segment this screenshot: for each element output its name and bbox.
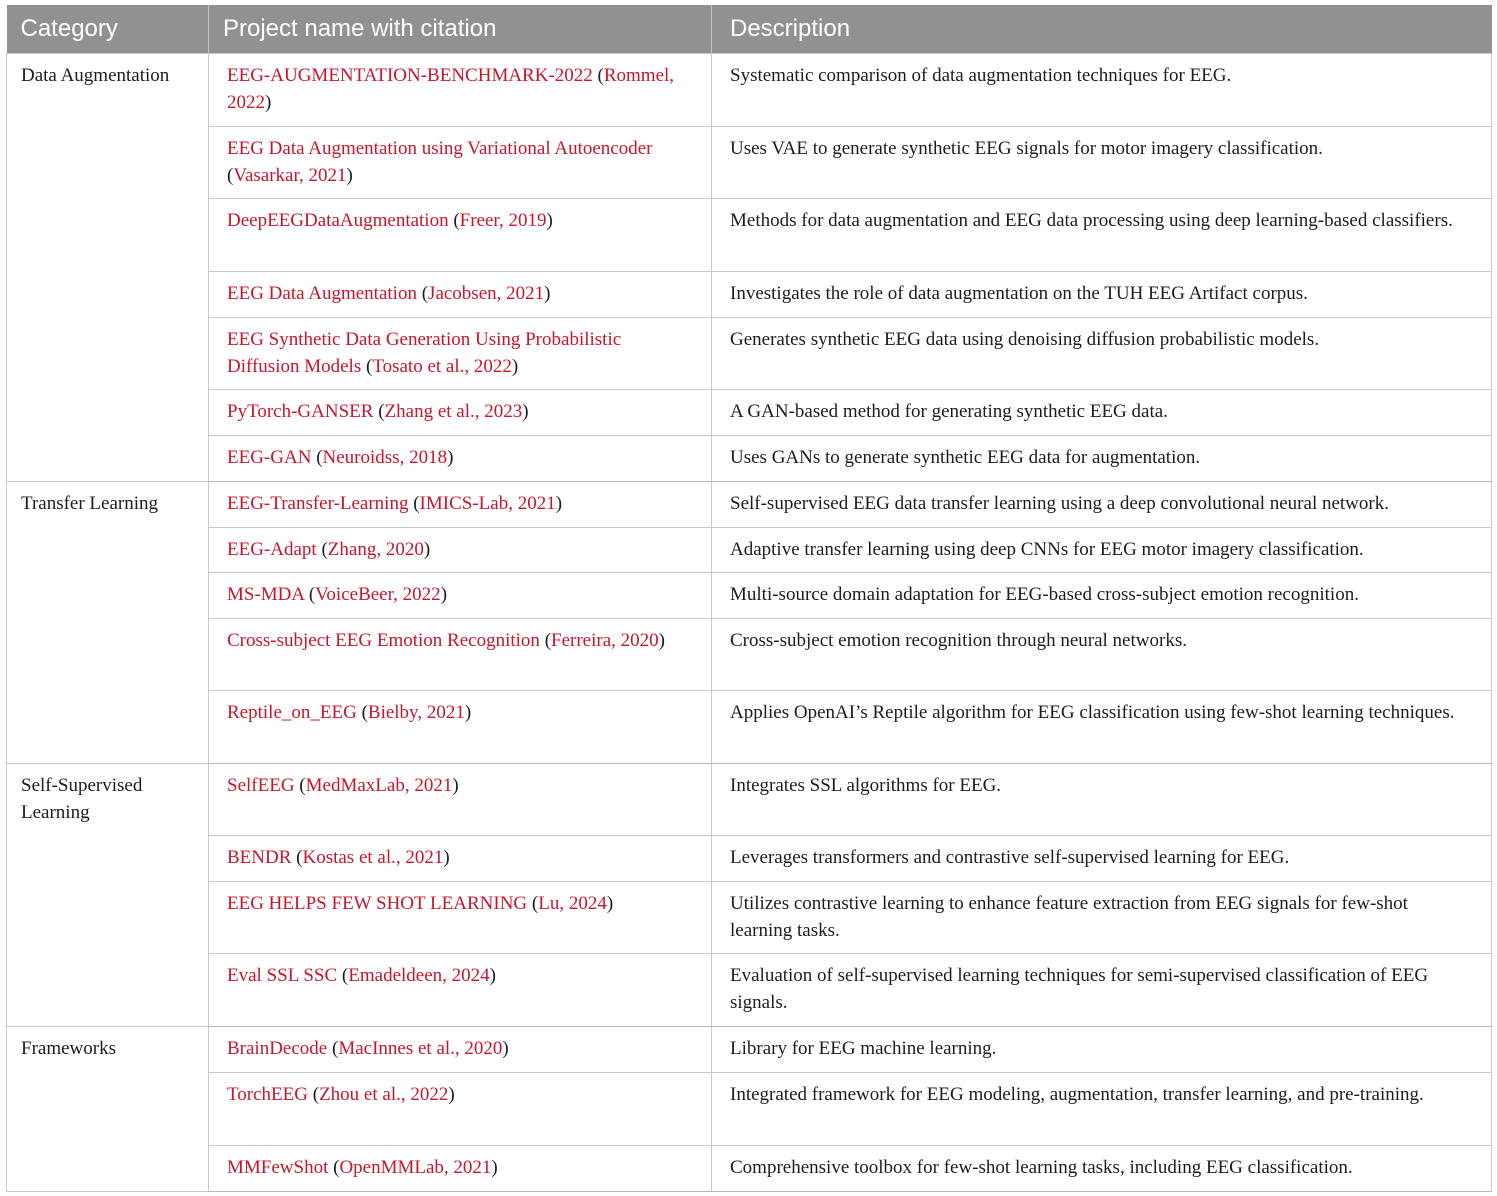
project-cell: Cross-subject EEG Emotion Recognition (Ferreira, 2020) <box>209 619 712 691</box>
citation-link[interactable]: Lu, 2024 <box>538 893 607 914</box>
citation-link[interactable]: OpenMMLab, 2021 <box>339 1157 492 1178</box>
project-link[interactable]: EEG-AUGMENTATION-BENCHMARK-2022 <box>227 65 593 86</box>
description-cell: Uses VAE to generate synthetic EEG signals for motor imagery classification. <box>712 127 1492 199</box>
description-cell: Uses GANs to generate synthetic EEG data for augmentation. <box>712 436 1492 482</box>
table-row <box>7 691 1492 764</box>
table-body <box>7 54 1492 1192</box>
description-cell: Utilizes contrastive learning to enhance feature extraction from EEG signals for few-shot learning tasks. <box>712 882 1492 954</box>
project-link[interactable]: EEG-GAN <box>227 447 312 468</box>
citation-link[interactable]: Jacobsen, 2021 <box>428 283 545 304</box>
project-link[interactable]: Eval SSL SSC <box>227 965 338 986</box>
project-cell: MMFewShot (OpenMMLab, 2021) <box>209 1146 712 1192</box>
citation-link[interactable]: Ferreira, 2020 <box>551 630 659 651</box>
project-link[interactable]: EEG-Adapt <box>227 539 317 560</box>
project-cell: EEG-GAN (Neuroidss, 2018) <box>209 436 712 482</box>
project-cell: EEG Synthetic Data Generation Using Probabilistic Diffusion Models (Tosato et al., 2022) <box>209 318 712 390</box>
project-cell: EEG-Transfer-Learning (IMICS-Lab, 2021) <box>209 482 712 528</box>
project-cell: EEG Data Augmentation using Variational Autoencoder (Vasarkar, 2021) <box>209 127 712 199</box>
description-cell: Methods for data augmentation and EEG data processing using deep learning-based classifiers. <box>712 199 1492 272</box>
table-row <box>7 764 1492 836</box>
citation-link[interactable]: IMICS-Lab, 2021 <box>419 493 556 514</box>
citation-link[interactable]: Vasarkar, 2021 <box>233 165 347 186</box>
project-cell: MS-MDA (VoiceBeer, 2022) <box>209 573 712 619</box>
project-cell: EEG HELPS FEW SHOT LEARNING (Lu, 2024) <box>209 882 712 954</box>
description-cell: Library for EEG machine learning. <box>712 1027 1492 1073</box>
project-cell: EEG Data Augmentation (Jacobsen, 2021) <box>209 272 712 318</box>
project-cell: DeepEEGDataAugmentation (Freer, 2019) <box>209 199 712 272</box>
project-cell: EEG-Adapt (Zhang, 2020) <box>209 528 712 573</box>
project-link[interactable]: EEG-Transfer-Learning <box>227 493 409 514</box>
table-row <box>7 390 1492 436</box>
citation-link[interactable]: Rommel, 2022 <box>227 65 675 113</box>
citation-link[interactable]: Emadeldeen, 2024 <box>348 965 490 986</box>
project-link[interactable]: EEG Data Augmentation <box>227 283 417 304</box>
category-cell: Data Augmentation <box>7 54 209 482</box>
project-link[interactable]: Cross-subject EEG Emotion Recognition <box>227 630 540 651</box>
description-cell: Investigates the role of data augmentation on the TUH EEG Artifact corpus. <box>712 272 1492 318</box>
project-cell: Eval SSL SSC (Emadeldeen, 2024) <box>209 954 712 1027</box>
project-cell: Reptile_on_EEG (Bielby, 2021) <box>209 691 712 764</box>
table-row <box>7 318 1492 390</box>
project-cell: SelfEEG (MedMaxLab, 2021) <box>209 764 712 836</box>
table-row <box>7 127 1492 199</box>
project-link[interactable]: EEG Data Augmentation using Variational Autoencoder <box>227 138 653 159</box>
project-link[interactable]: MMFewShot <box>227 1157 329 1178</box>
table-row <box>7 954 1492 1027</box>
citation-link[interactable]: Kostas et al., 2021 <box>302 847 444 868</box>
citation-link[interactable]: Tosato et al., 2022 <box>372 356 512 377</box>
project-link[interactable]: EEG HELPS FEW SHOT LEARNING <box>227 893 528 914</box>
project-cell: EEG-AUGMENTATION-BENCHMARK-2022 (Rommel, 2022) <box>209 54 712 127</box>
description-cell: Adaptive transfer learning using deep CNNs for EEG motor imagery classification. <box>712 528 1492 573</box>
citation-link[interactable]: Zhou et al., 2022 <box>319 1084 449 1105</box>
table-row <box>7 836 1492 882</box>
table-container <box>6 5 1491 1192</box>
table-row <box>7 573 1492 619</box>
project-link[interactable]: BENDR <box>227 847 292 868</box>
description-cell: Self-supervised EEG data transfer learning using a deep convolutional neural network. <box>712 482 1492 528</box>
project-link[interactable]: BrainDecode <box>227 1038 328 1059</box>
project-cell: BENDR (Kostas et al., 2021) <box>209 836 712 882</box>
citation-link[interactable]: Neuroidss, 2018 <box>322 447 448 468</box>
citation-link[interactable]: Zhang et al., 2023 <box>384 401 523 422</box>
citation-link[interactable]: Zhang, 2020 <box>327 539 424 560</box>
description-cell: Applies OpenAI’s Reptile algorithm for EEG classification using few-shot learning techniques. <box>712 691 1492 764</box>
table-row <box>7 1073 1492 1146</box>
citation-link[interactable]: Freer, 2019 <box>459 210 547 231</box>
description-cell: Systematic comparison of data augmentation techniques for EEG. <box>712 54 1492 127</box>
description-cell: Comprehensive toolbox for few-shot learning tasks, including EEG classification. <box>712 1146 1492 1192</box>
project-link[interactable]: TorchEEG <box>227 1084 308 1105</box>
citation-link[interactable]: MedMaxLab, 2021 <box>305 775 453 796</box>
table-row <box>7 619 1492 691</box>
project-link[interactable]: DeepEEGDataAugmentation <box>227 210 449 231</box>
header-description: Description <box>712 5 1492 54</box>
description-cell: A GAN-based method for generating synthetic EEG data. <box>712 390 1492 436</box>
header-project: Project name with citation <box>209 5 712 54</box>
category-cell: Self-Supervised Learning <box>7 764 209 1027</box>
description-cell: Integrates SSL algorithms for EEG. <box>712 764 1492 836</box>
table-row <box>7 882 1492 954</box>
project-cell: PyTorch-GANSER (Zhang et al., 2023) <box>209 390 712 436</box>
citation-link[interactable]: Bielby, 2021 <box>367 702 465 723</box>
header-row <box>7 5 1492 54</box>
table-row <box>7 199 1492 272</box>
category-cell: Transfer Learning <box>7 482 209 764</box>
project-link[interactable]: MS-MDA <box>227 584 305 605</box>
description-cell: Integrated framework for EEG modeling, augmentation, transfer learning, and pre-training. <box>712 1073 1492 1146</box>
project-link[interactable]: SelfEEG <box>227 775 295 796</box>
description-cell: Evaluation of self-supervised learning techniques for semi-supervised classification of EEG signals. <box>712 954 1492 1027</box>
citation-link[interactable]: VoiceBeer, 2022 <box>315 584 441 605</box>
header-category: Category <box>7 5 209 54</box>
description-cell: Multi-source domain adaptation for EEG-based cross-subject emotion recognition. <box>712 573 1492 619</box>
table-row <box>7 1146 1492 1192</box>
table-row <box>7 54 1492 127</box>
project-link[interactable]: Reptile_on_EEG <box>227 702 357 723</box>
description-cell: Cross-subject emotion recognition through neural networks. <box>712 619 1492 691</box>
description-cell: Generates synthetic EEG data using denoising diffusion probabilistic models. <box>712 318 1492 390</box>
projects-table <box>6 5 1492 1192</box>
table-row <box>7 482 1492 528</box>
project-cell: BrainDecode (MacInnes et al., 2020) <box>209 1027 712 1073</box>
project-cell: TorchEEG (Zhou et al., 2022) <box>209 1073 712 1146</box>
category-cell: Frameworks <box>7 1027 209 1192</box>
table-row <box>7 528 1492 573</box>
description-cell: Leverages transformers and contrastive self-supervised learning for EEG. <box>712 836 1492 882</box>
project-link[interactable]: EEG Synthetic Data Generation Using Probabilistic Diffusion Models <box>227 329 622 377</box>
table-row <box>7 1027 1492 1073</box>
table-row <box>7 436 1492 482</box>
citation-link[interactable]: MacInnes et al., 2020 <box>338 1038 503 1059</box>
project-link[interactable]: PyTorch-GANSER <box>227 401 374 422</box>
table-row <box>7 272 1492 318</box>
